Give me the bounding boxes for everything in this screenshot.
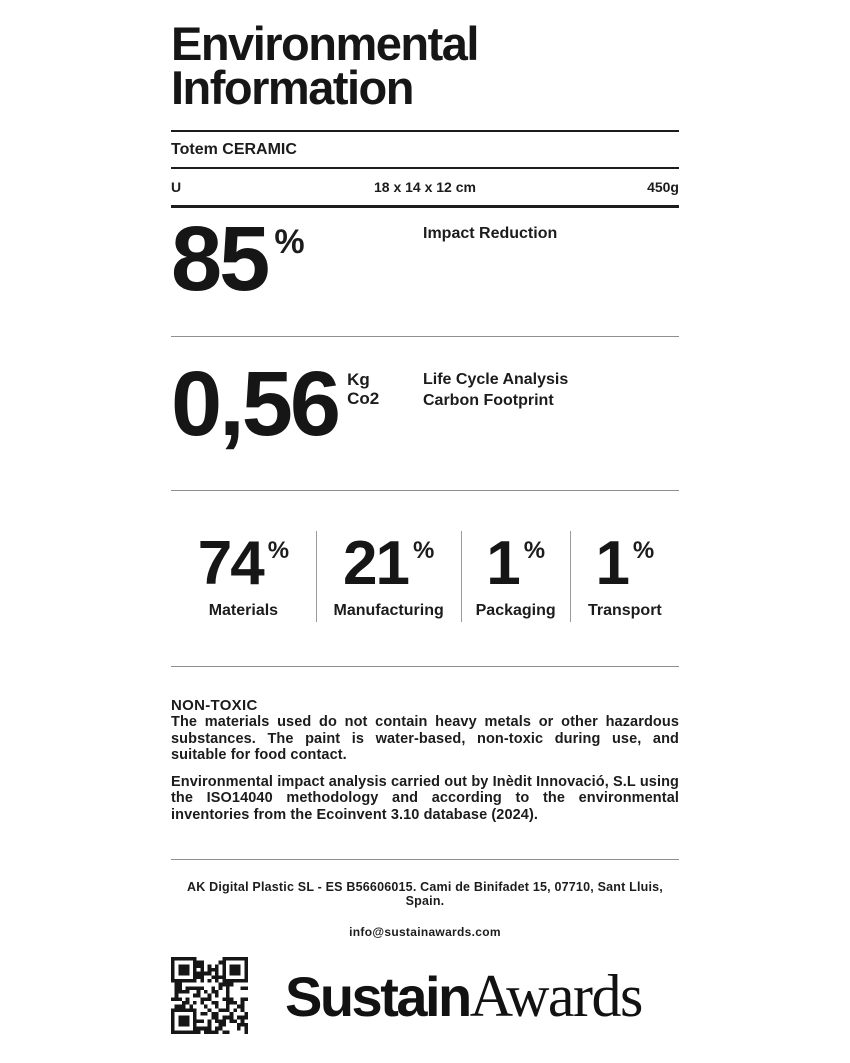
product-unit: U <box>171 179 182 196</box>
company-address: AK Digital Plastic SL - ES B56606015. Cami de Binifadet 15, 07710, Sant Lluis, Spain. <box>187 880 663 909</box>
breakdown-packaging-label: Packaging <box>475 602 556 620</box>
breakdown-transport-label: Transport <box>587 602 662 620</box>
carbon-unit: Kg Co2 <box>347 369 380 409</box>
breakdown-transport: 1 % Transport <box>570 531 679 622</box>
carbon-footprint-value: 0,56 Kg Co2 <box>171 352 380 455</box>
breakdown-manufacturing: 21 % Manufacturing <box>316 531 461 622</box>
qr-code <box>171 957 248 1034</box>
impact-reduction-section <box>171 208 679 335</box>
percent-sign: % <box>274 223 305 262</box>
page-title <box>171 17 679 114</box>
breakdown-materials: 74 % Materials <box>171 531 316 622</box>
percent-sign: % <box>267 537 290 565</box>
product-dimensions: 18 x 14 x 12 cm <box>374 179 476 196</box>
product-specs-row <box>171 169 679 205</box>
carbon-footprint-section <box>171 337 679 490</box>
impact-breakdown-row <box>171 491 679 666</box>
carbon-footprint-label: Life Cycle Analysis Carbon Footprint <box>423 370 569 409</box>
breakdown-manufacturing-label: Manufacturing <box>333 602 444 620</box>
sustain-awards-logo <box>285 962 642 1029</box>
breakdown-packaging: 1 % Packaging <box>461 531 570 622</box>
logo-sustain: Sustain <box>285 964 470 1028</box>
notes-section <box>171 667 679 859</box>
impact-reduction-label: Impact Reduction <box>423 225 558 243</box>
logo-awards: Awards <box>469 962 642 1029</box>
percent-sign: % <box>523 537 546 565</box>
percent-sign: % <box>632 537 655 565</box>
breakdown-materials-label: Materials <box>208 602 279 620</box>
impact-reduction-value: 85 % <box>171 208 305 311</box>
page-title-line2: Information <box>171 60 413 114</box>
non-toxic-paragraph: The materials used do not contain heavy metals or other hazardous substances. The paint is water-based, non-toxic during use, and suitable for food contact. <box>171 714 679 764</box>
page-title-line1: Environmental <box>171 17 478 70</box>
non-toxic-heading: NON-TOXIC <box>171 697 258 715</box>
environmental-label <box>171 0 679 1034</box>
methodology-paragraph: Environmental impact analysis carried out by Inèdit Innovació, S.L using the ISO14040 methodology and according to the environmental inventories from the Ecoinvent 3.10 database (2024). <box>171 773 679 823</box>
contact-email: info@sustainawards.com <box>349 925 501 940</box>
product-name: Totem CERAMIC <box>171 141 297 159</box>
percent-sign: % <box>412 537 435 565</box>
product-weight: 450g <box>647 179 679 196</box>
brand-row <box>171 957 679 1034</box>
